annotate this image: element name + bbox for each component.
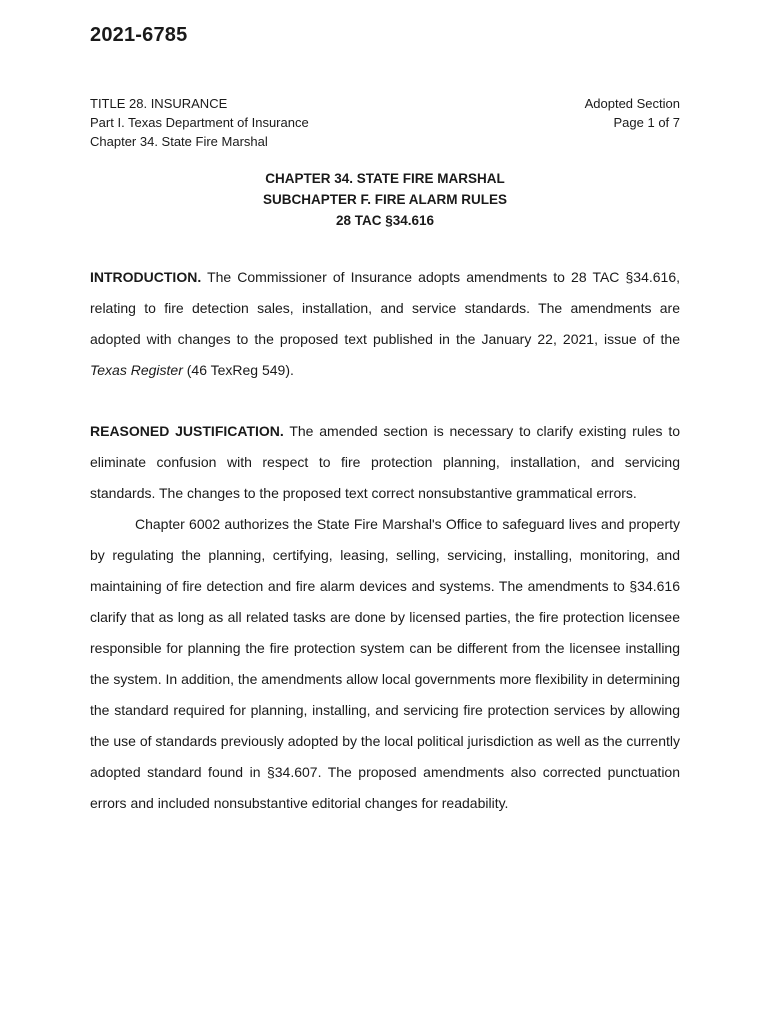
page-info: Page 1 of 7 [613,115,680,130]
justification-paragraph-2: Chapter 6002 authorizes the State Fire Marshal's Office to safeguard lives and property by regulating the planning, certifying, leasing, selling, servicing, installing, monitoring, and maintaining of fire detection and fire alarm devices and systems. The amendments to §34.616 clarify that as long as all related tasks are done by licensed parties, the fire protection licensee responsible for planning the fire protection system can be different from the licensee installing the system. In addition, the amendments allow local governments more flexibility in determining the standard required for planning, installing, and servicing fire protection services by allowing the use of standards previously adopted by the local political jurisdiction as well as the currently adopted standard found in §34.607. The proposed amendments also corrected punctuation errors and included nonsubstantive editorial changes for readability. [90,516,680,811]
chapter-heading [90,168,680,231]
introduction-citation: (46 TexReg 549). [186,362,294,378]
header-title: TITLE 28. INSURANCE [90,96,228,111]
header-part: Part I. Texas Department of Insurance [90,115,309,130]
introduction-text: The Commissioner of Insurance adopts amendments to 28 TAC §34.616, relating to fire detection sales, installation, and service standards. The amendments are adopted with changes to the proposed text published in the January 22, 2021, issue of the [90,269,681,347]
section-type: Adopted Section [584,96,680,111]
justification-label: REASONED JUSTIFICATION. [90,423,284,439]
document-number: 2021-6785 [90,24,188,46]
justification-text: The amended section is necessary to clarify existing rules to eliminate confusion with respect to fire protection planning, installation, and servicing standards. The changes to the proposed text correct nonsubstantive grammatical errors. [90,423,680,501]
introduction-paragraph [90,262,680,386]
introduction-label: INTRODUCTION. [90,269,202,285]
publication-name: Texas Register [90,362,183,378]
header-left [90,94,309,151]
header-chapter: Chapter 34. State Fire Marshal [90,134,268,149]
heading-chapter: CHAPTER 34. STATE FIRE MARSHAL [265,171,505,186]
header-right [585,94,680,132]
heading-subchapter: SUBCHAPTER F. FIRE ALARM RULES [262,192,507,207]
justification-paragraph [90,416,680,819]
heading-rule-citation: 28 TAC §34.616 [335,213,435,228]
